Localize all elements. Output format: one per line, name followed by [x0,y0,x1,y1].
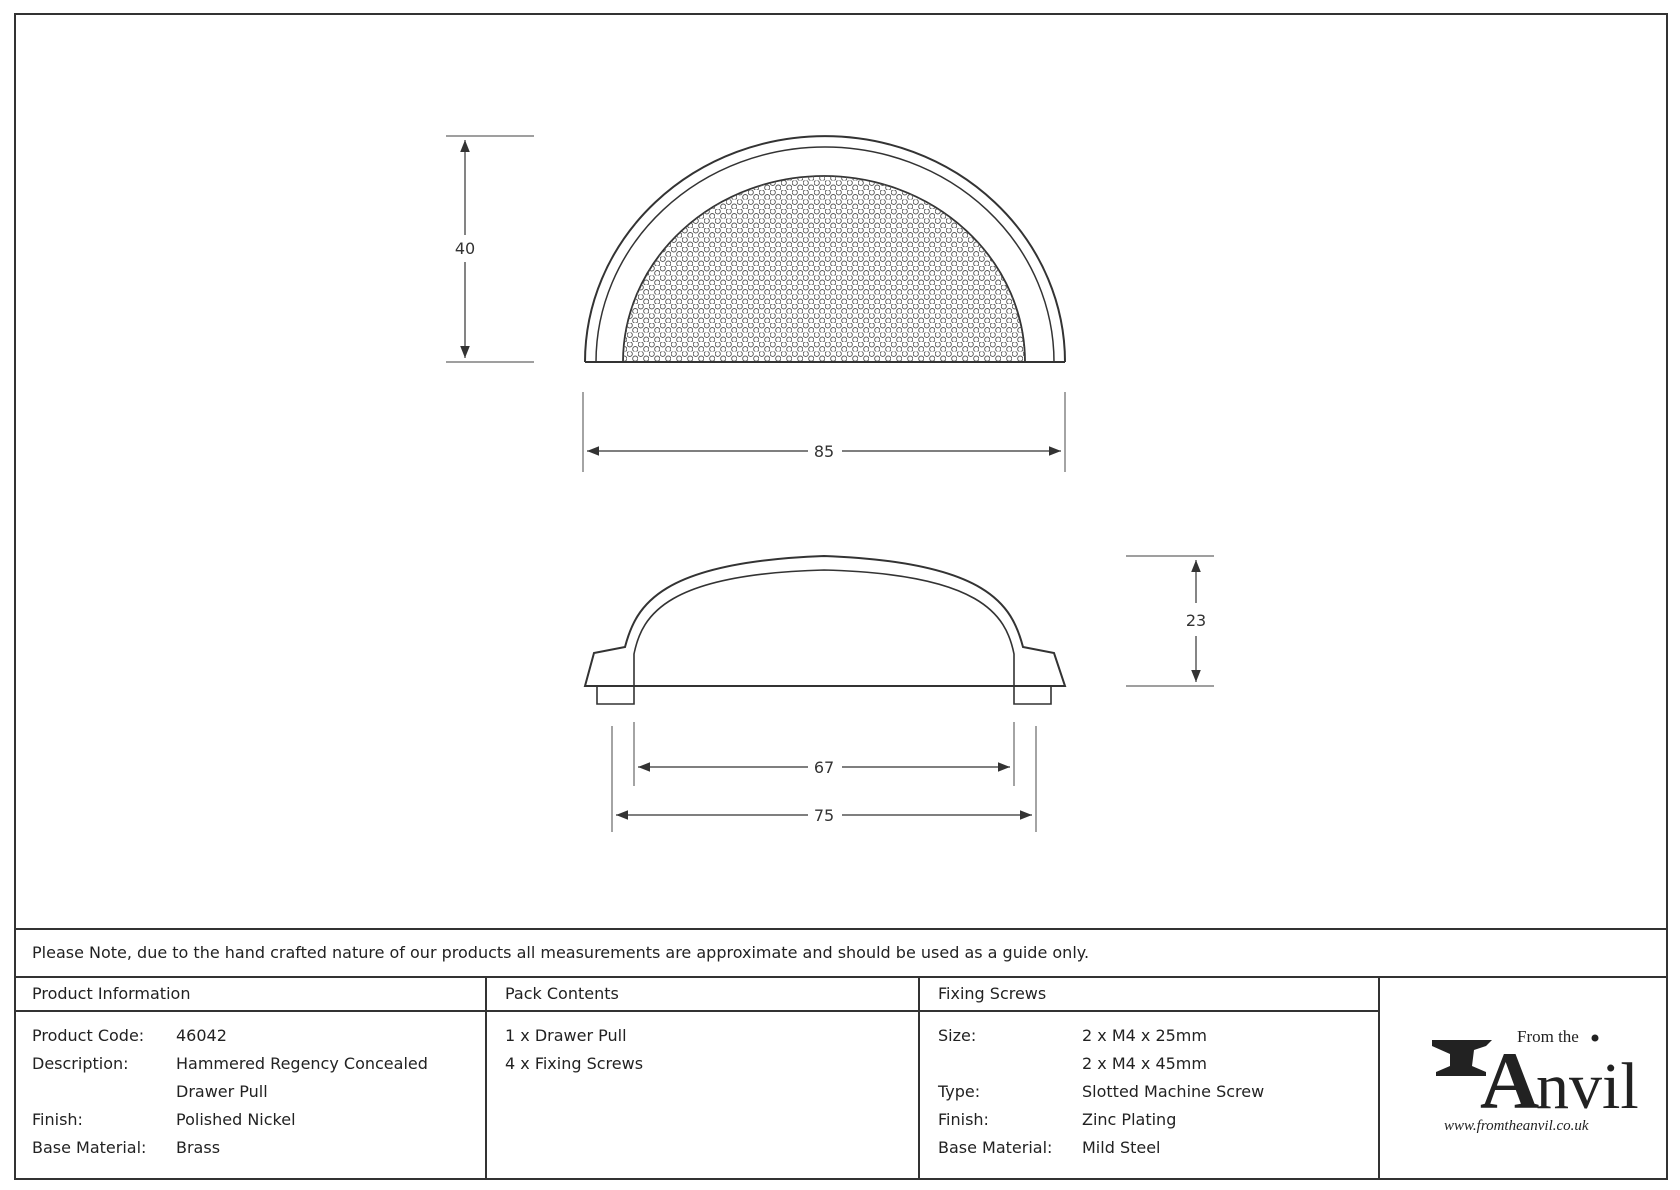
info-value: 2 x M4 x 45mm [1082,1054,1207,1073]
info-value: Hammered Regency Concealed [176,1054,428,1073]
info-value: 2 x M4 x 25mm [1082,1026,1207,1045]
info-label: Finish: [32,1110,83,1129]
info-row [938,1050,1378,1078]
info-row [32,1022,485,1050]
info-label: Finish: [938,1110,989,1129]
dimension-75-label: 75 [813,806,835,825]
svg-text:www.fromtheanvil.co.uk: www.fromtheanvil.co.uk [1444,1118,1589,1134]
info-value: Slotted Machine Screw [1082,1082,1265,1101]
dimension-85 [583,392,1065,472]
svg-text:From the: From the [1517,1027,1579,1046]
info-label: Type: [938,1082,981,1101]
info-row [32,1134,485,1162]
dimension-23 [1126,556,1214,686]
info-row [938,1134,1378,1162]
dimension-67-label: 67 [813,758,835,777]
info-value: Polished Nickel [176,1110,296,1129]
dimension-75 [612,726,1036,832]
from-the-anvil-logo [1380,980,1666,1176]
dimension-23-label: 23 [1185,611,1207,630]
hammered-texture [623,176,1025,362]
info-label [938,1050,1082,1078]
dimension-85-label: 85 [813,442,835,461]
dimension-67 [634,722,1014,786]
side-view [585,556,1065,704]
info-value: Drawer Pull [176,1082,268,1101]
product-information-rows [14,1012,485,1162]
info-row [938,1078,1378,1106]
pack-contents-list [487,1012,918,1078]
svg-text:A: A [1480,1035,1540,1126]
info-row [32,1106,485,1134]
pack-contents-heading: Pack Contents [487,976,918,1012]
pack-item: 4 x Fixing Screws [505,1054,644,1073]
info-label: Product Code: [32,1026,145,1045]
svg-text:nvil: nvil [1536,1050,1639,1123]
fixing-screws-rows [920,1012,1378,1162]
info-row [938,1022,1378,1050]
dimension-40-label: 40 [454,239,476,258]
info-label: Size: [938,1026,977,1045]
product-information-panel [14,976,487,1180]
top-view [585,136,1065,362]
info-label: Base Material: [938,1138,1053,1157]
fixing-screws-panel [920,976,1380,1180]
info-row [32,1050,485,1078]
info-value: Mild Steel [1082,1138,1161,1157]
dimension-40 [446,136,534,362]
info-label [32,1078,176,1106]
info-row [938,1106,1378,1134]
info-label: Description: [32,1054,129,1073]
info-label: Base Material: [32,1138,147,1157]
pack-item: 1 x Drawer Pull [505,1026,627,1045]
pack-contents-panel [487,976,920,1180]
fixing-screws-heading: Fixing Screws [920,976,1378,1012]
product-information-heading: Product Information [14,976,485,1012]
measurement-note: Please Note, due to the hand crafted nature of our products all measurements are approximate and should be used as a guide only. [14,928,1668,978]
info-row [32,1078,485,1106]
info-value: Zinc Plating [1082,1110,1177,1129]
info-value: Brass [176,1138,221,1157]
info-value: 46042 [176,1026,227,1045]
